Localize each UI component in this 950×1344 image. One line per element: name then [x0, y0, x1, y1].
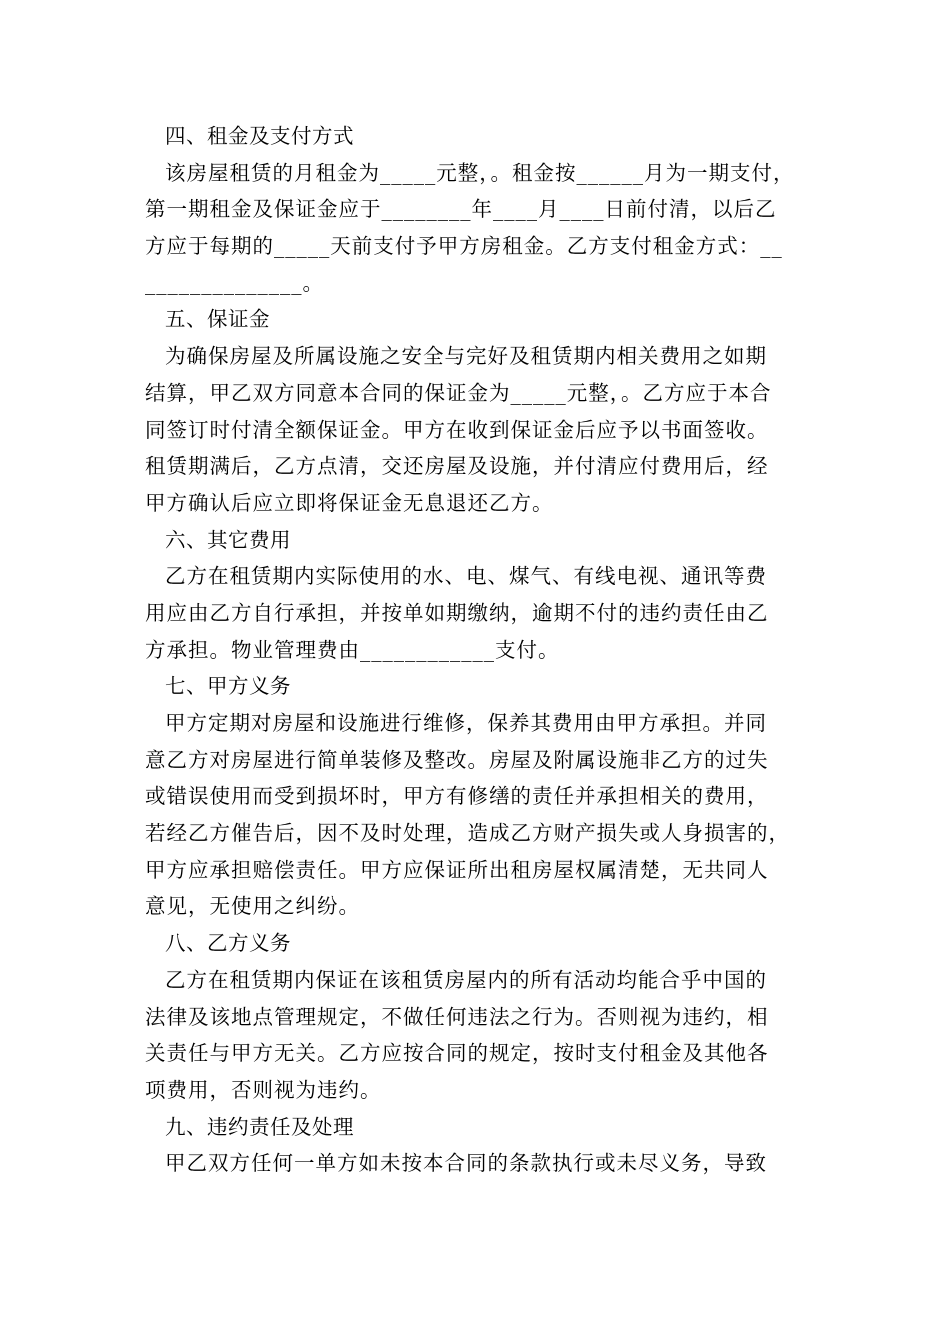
- paragraph-line: 为确保房屋及所属设施之安全与完好及租赁期内相关费用之如期: [165, 344, 767, 369]
- paragraph-line: 甲方定期对房屋和设施进行维修，保养其费用由甲方承担。并同: [165, 711, 767, 735]
- section-heading: 八、乙方义务: [165, 931, 291, 956]
- section-heading: 五、保证金: [165, 307, 270, 332]
- paragraph-line: 意见，无使用之纠纷。: [145, 894, 360, 919]
- paragraph-line: 甲方确认后应立即将保证金无息退还乙方。: [145, 490, 554, 515]
- paragraph-line: 同签订时付清全额保证金。甲方在收到保证金后应予以书面签收。: [145, 417, 769, 442]
- paragraph-line: 第一期租金及保证金应于________年____月____日前付清，以后乙: [145, 197, 777, 222]
- section-heading: 九、违约责任及处理: [165, 1114, 354, 1139]
- section-heading: 七、甲方义务: [165, 674, 291, 699]
- paragraph-line: 法律及该地点管理规定，不做任何违法之行为。否则视为违约，相: [145, 1004, 769, 1029]
- paragraph-line: 该房屋租赁的月租金为_____元整，。租金按______月为一期支付，: [165, 160, 795, 185]
- paragraph-line: 方应于每期的_____天前支付予甲方房租金。乙方支付租金方式：__: [145, 234, 783, 259]
- paragraph-line: 甲乙双方任何一单方如未按本合同的条款执行或未尽义务，导致: [165, 1151, 767, 1176]
- paragraph-line: 结算，甲乙双方同意本合同的保证金为_____元整，。乙方应于本合: [145, 380, 772, 405]
- paragraph-line: ______________。: [145, 270, 324, 295]
- paragraph-line: 意乙方对房屋进行简单装修及整改。房屋及附属设施非乙方的过失: [145, 747, 769, 772]
- section-heading: 四、租金及支付方式: [165, 124, 354, 148]
- paragraph-line: 关责任与甲方无关。乙方应按合同的规定，按时支付租金及其他各: [145, 1041, 769, 1066]
- paragraph-line: 乙方在租赁期内实际使用的水、电、煤气、有线电视、通讯等费: [165, 564, 767, 589]
- paragraph-line: 或错误使用而受到损坏时，甲方有修缮的责任并承担相关的费用，: [145, 784, 769, 809]
- paragraph-line: 用应由乙方自行承担，并按单如期缴纳，逾期不付的违约责任由乙: [145, 600, 769, 625]
- paragraph-line: 乙方在租赁期内保证在该租赁房屋内的所有活动均能合乎中国的: [165, 967, 767, 992]
- paragraph-line: 项费用，否则视为违约。: [145, 1077, 382, 1102]
- section-heading: 六、其它费用: [165, 527, 291, 552]
- paragraph-line: 甲方应承担赔偿责任。甲方应保证所出租房屋权属清楚，无共同人: [145, 857, 769, 882]
- document-body: [145, 118, 825, 1182]
- paragraph-line: 若经乙方催告后，因不及时处理，造成乙方财产损失或人身损害的，: [145, 821, 790, 846]
- paragraph-line: 租赁期满后，乙方点清，交还房屋及设施，并付清应付费用后，经: [145, 454, 769, 479]
- paragraph-line: 方承担。物业管理费由____________支付。: [145, 637, 560, 662]
